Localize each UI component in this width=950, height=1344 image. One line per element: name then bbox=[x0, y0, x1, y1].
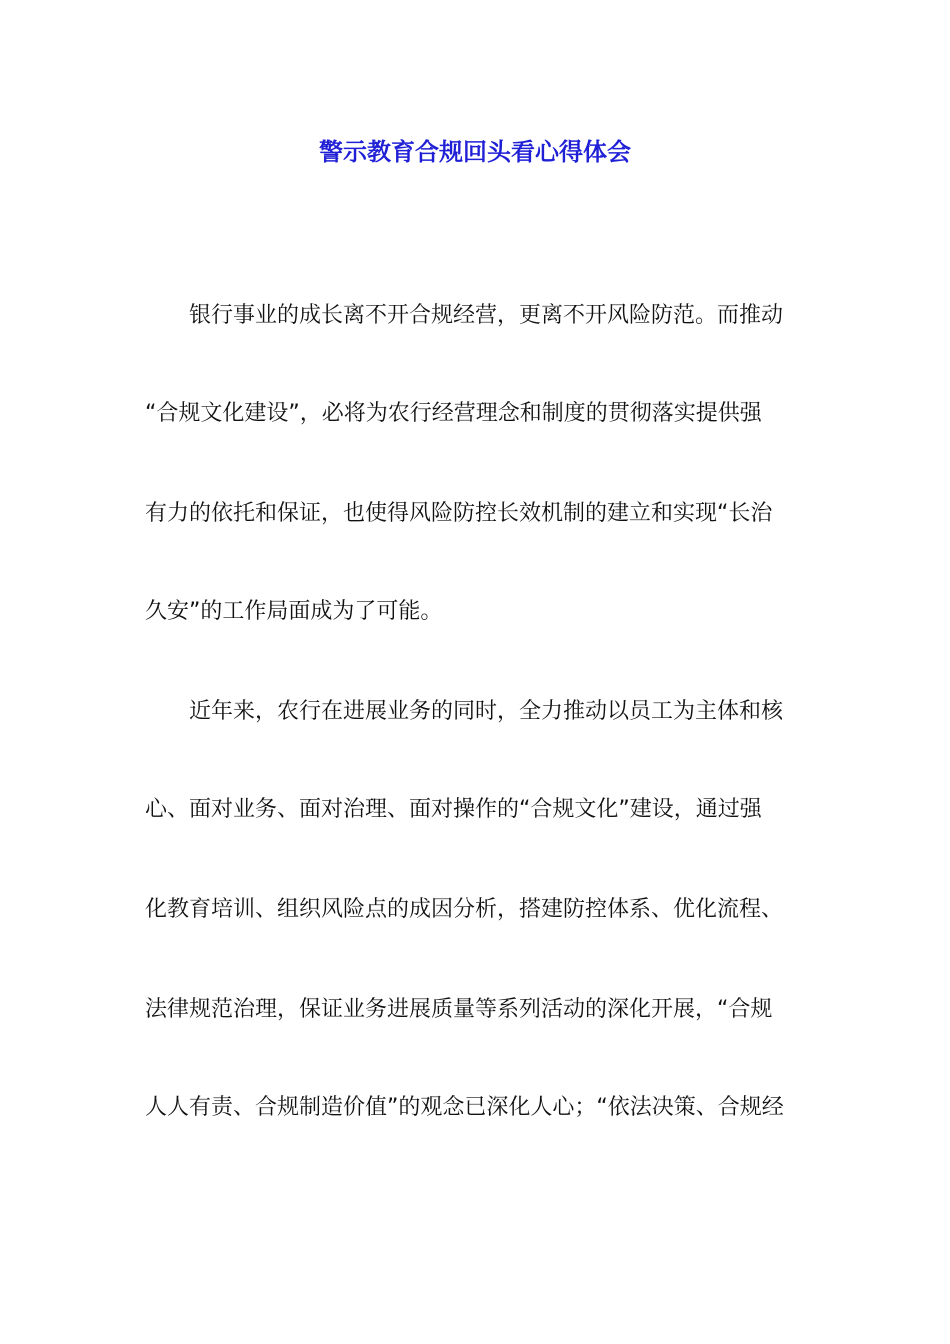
paragraph-line: 化教育培训、组织风险点的成因分析，搭建防控体系、优化流程、 bbox=[145, 897, 784, 922]
paragraph-line: 人人有责、合规制造价值”的观念已深化人心；“依法决策、合规经 bbox=[145, 1095, 784, 1120]
document-title: 警示教育合规回头看心得体会 bbox=[319, 138, 631, 166]
paragraph-line: “合规文化建设”，必将为农行经营理念和制度的贯彻落实提供强 bbox=[145, 401, 762, 426]
paragraph-line: 银行事业的成长离不开合规经营，更离不开风险防范。而推动 bbox=[189, 303, 784, 328]
paragraph-line: 有力的依托和保证，也使得风险防控长效机制的建立和实现“长治 bbox=[145, 501, 773, 526]
paragraph-line: 近年来，农行在进展业务的同时，全力推动以员工为主体和核 bbox=[189, 699, 784, 724]
paragraph-line: 心、面对业务、面对治理、面对操作的“合规文化”建设，通过强 bbox=[145, 797, 762, 822]
paragraph-line: 法律规范治理，保证业务进展质量等系列活动的深化开展，“合规 bbox=[145, 997, 773, 1022]
paragraph-line: 久安”的工作局面成为了可能。 bbox=[145, 599, 443, 624]
